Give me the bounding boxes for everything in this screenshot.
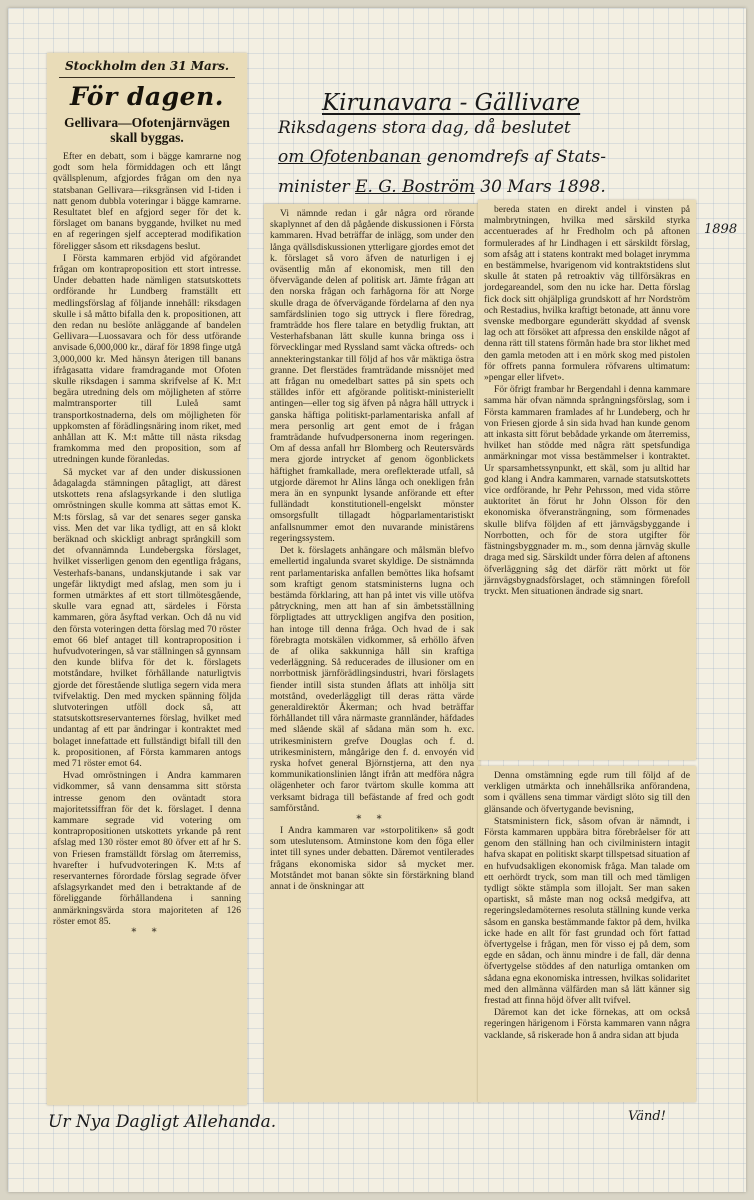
section-stars: * * <box>356 813 388 825</box>
handwritten-turn-note: Vänd! <box>628 1109 666 1124</box>
handwritten-date: 30 Mars 1898. <box>474 177 606 197</box>
clipping-column-1 <box>47 53 247 1105</box>
article-paragraph: bereda staten en direkt andel i vinsten på malmbrytningen, hvilka med särskild styrka accentuerades af hr Fredholm och på aftonen formulerades af hr Lindhagen i ett särskildt förslag, som afsåg att i statens kontrakt med bolaget inrymma en bestämmelse, hvarigenom vid kontraktstidens slut skulle åt staten på retroaktiv väg tillförsäkras en jordegareandel, som den nu icke har. Detta förslag fick dock sitt ohjälpliga grundskott af hrr Nordström och Restadius, hvilka kraftigt betonade, att ännu vore svenske medborgare egunderätt skyddad af svensk lag och att försöket att afpressa den enskilde något af denna rätt till statens förmån hade bra stor likhet med den gamla metoden att i en mörk skog med pistolen för offrets panna formulera röfvarens ultimatum: »pengar eller lifvet». <box>484 204 690 384</box>
article-paragraph: Däremot kan det icke förnekas, att om också regeringen härigenom i Första kammaren vann några vacklande, så riskerade hon å andra sidan att bjuda <box>484 1007 690 1041</box>
subheadline: Gellivara—Ofotenjärnvägen skall byggas. <box>64 115 230 145</box>
archive-sheet <box>8 8 746 1192</box>
article-paragraph: Statsministern fick, såsom ofvan är nämndt, i Första kammaren uppbära bitra förebråelser för att genom den ställning han och civilministern intagit hafva skapat en politiskt skarpt tillspetsad situation af en hufvudsakligen ekonomisk fråga. Man talade om ett oerhördt tryck, som man till och med tämligen tydligt sökte stämpla som illojalt. Ser man saken opartiskt, så måste man nog också medgifva, att regeringsledamöternes resoluta ställning kunde verka såsom en ganska bestämmande faktor på dem, hvilka icke hade en allt för fast grundad och fört fattad öfvertygelse i frågan, men för visso ej på dem, som egde en sådan, och ännu mindre i de fall, där denna öfvertygelse stöddes af den naturliga omtanken om sådana egna ekonomiska intressen, hvilkas solidaritet med den allmänna välfärden man så lätt känner sig frestad att finna höjd öfver allt tvifvel. <box>484 815 690 1007</box>
handwritten-margin-year: 1898 <box>704 222 738 237</box>
clipping-column-3-bottom <box>478 766 696 1102</box>
article-paragraph: Denna omstämning egde rum till följd af de verkligen utmärkta och innehållsrika anförandena, som i qvällens sena timmar värdigt slöto sig till den glänsande och öfvertygande bevisning, <box>484 770 690 815</box>
handwritten-line-2 <box>278 147 606 167</box>
article-paragraph: Det k. förslagets anhängare och målsmän blefvo emellertid ingalunda svaret skyldige. De sistnämnda rent parlamentariska anfallen bemöttes lika hofsamt som kraftigt genom statsministerns lugna och bestämda förklaring, att han på intet vis ville utöfva påtryckning, men att han af sin ämbetsställning förpligtades att uttryckligen angifva den position, han intoge till denna fråga. Och hvad de i sak förebragta motskälen vidkommer, så erhöllo äfven de af olika sakkunniga håll sin kraftiga vederläggning. Så reducerades de illusioner om en norrbottnisk järnförädlingsindustri, hvari förslagets fiender intill sista stunden åflats att inhölja sitt motstånd, ovederläggligt till deras rätta värde generaldirektör Åkerman; och hvad beträffar förhållandet till våra närmaste grannländer, häfdades med slående skäl af sådana män som h. exc. utrikesministern grefve Douglas och f. d. utrikesministern, mångårige den f. d. envoyén vid ryska hofvet general Björnstjerna, att den nya kommunikationslinien långt ifrån att medföra några olägenheter och faror tvärtom skulle komma att verksamt bidraga till befästande af fred och godt samförstånd. <box>270 545 474 814</box>
handwritten-line-3-prefix: minister <box>278 177 356 197</box>
article-paragraph: Vi nämnde redan i går några ord rörande skaplynnet af den då pågående diskussionen i Första kammaren. Hvad beträffar de inlägg, som under den långa qvällsdiskussionen ytterligare gjordes emot det k. förslaget så voro äfven de naturligen i ej oväsentlig mån af ekonomisk, men till den öfvervägande delen af politisk art. Jämte frågan att den norska frågan och farhågorna för att Norge skulle draga de öfvervägande fördelarna af den nya samfärdslinien togo sig uttryck i flere föredrag, framträdde hos flere talare en betydlig fruktan, att Vesterhafsbanan lätt skulle kunna bringa oss i förvecklingar med Ryssland samt väcka oftreds- och annekteringstankar till följd af hos vår mäktiga östra granne. Det flerstädes framträdande missnöjet med att frågan nu omedelbart sattes på sin spets och ställdes inför ett afgörande politiskt-ministeriellt antingen—eller tog sig äfven på några håll uttryck i ganska häftiga politiskt-parlamentariska anfall af mera personlig art gent emot de i frågan framträdande hufvudpersonerna inom regeringen. Om af dessa anfall hrr Blomberg och Reutersvärds mera gjorde intrycket af genom ögonblickets häftighet framkallade, mera oreflekterade utfall, så utgjorde däremot hr Alins långa och onekligen från mera än en synpunkt lysande anförande ett efter fulländadt konstitutionell-engelskt mönster omsorgsfullt tillagadt högparlamentaristiskt anfallsnummer emot den nuvarande ministärens regeringssystem. <box>270 208 474 544</box>
article-paragraph: Så mycket var af den under diskussionen ådagalagda stämningen påtagligt, att därest utskottets rena afslagsyrkande i den slutliga omröstningen skulle komma att sättas emot K. M:ts förslag, så var det senares seger ganska viss. Men det var lika tydligt, att en så klokt beräknad och skickligt anbragt språngkill som det ofvannämnda Lundebergska förslaget, hvilket visserligen genom den egentliga frågans, Vesterhafs-banans, undanskjutande i sak var ungefär liktydigt med afslag, men som ju i formen utmärktes af ett stort tillmötesgående, skulle vara egnad att, särdeles i Första kammaren, göra åsyftad verkan. Och då nu vid den första voteringen detta förslag med 70 röster emot 66 blef antaget till kontraproposition i hufvudvoteringen, så var ställningen så gynnsam den kunde blifva för det k. förslagets motståndare, hvilket förhållande naturligtvis gjorde det förestående slutliga segern vida mera tvifvelaktig. Den med mycken spänning följda slutvoteringen utföll dock så, att statsutskottsreservanternes förslag, hvilket med undantag af ett par ändringar i kontraktet med bolaget innefattade ett fullständigt bifall till den k. propositionen, af Första kammaren antogs med 71 röster emot 64. <box>53 466 241 769</box>
section-stars: * * <box>131 927 163 939</box>
headline: För dagen. <box>70 82 224 111</box>
dateline: Stockholm den 31 Mars. <box>64 59 230 73</box>
clipping-column-2 <box>264 204 480 1102</box>
dateline-rule <box>59 77 235 78</box>
handwritten-source: Ur Nya Dagligt Allehanda. <box>48 1112 277 1132</box>
article-paragraph: I Första kammaren erbjöd vid afgörandet frågan om kontraproposition ett stort intresse. Under debatten hade nämligen statsutskottets ordförande hr Lundberg framställt ett medlingsförslag af följande innehåll: riksdagen skulle i så måtto bifalla den k. propositionen, att den redan nu beslöte anläggande af bandelen Gellivara—Luossavara och för dess utförande anvisade 6,000,000 kr., däraf för 1898 finge utgå 3,000,000 kr. Med hänsyn återigen till banans ifrågasatta vidare framdragande mot Ofoten skulle riksdagen i samma skrifvelse af K. M:t begära utredning dels om möjligheten af större malmtransporter till Luleå samt transportkostnaderna, dels om möjligheten för uppkomsten af förädlingsnäring inom riket, med anhållan att K. M:t måtte till nästa riksdag framkomma med den proposition, som af utredningen kunde föranledas. <box>53 252 241 466</box>
article-paragraph: I Andra kammaren var »storpolitiken» så godt som uteslutensom. Atminstone kom den föga eller intet till synes under debatten. Däremot ventilerades frågans ekonomiska sidor så mycket mer. Motståndet mot banan sökte sin förstärkning bland annat i de önskningar att <box>270 824 474 892</box>
article-paragraph: För öfrigt frambar hr Bergendahl i denna kammare samma här ofvan nämnda språngningsförslag, som i Första kammaren framlades af hr Lundeberg, och hr von Friesen gjorde å sin sida hvad han kunde genom att inkasta sitt förut bebådade yrkande om återremiss, hvilket han stödde med några rätt spetsfundiga anmärkningar mot vissa bestämmelser i kontraktet. Ur sparsamhetssynpunkt, ett skäl, som ju alltid har god klang i Andra kammaren, varnade statsutskottets vice ordförande, hr Pehr Pehrsson, med vida större auktoritet än förut hr John Olsson för den ekonomiska öfveransträngning, som förmenades skulle blifva följden af ett järnvägsbyggande i Norrbotten, och för de stora utgifter för fästningsbyggnader m. m., som denna järnväg skulle draga med sig. Särskildt under förra delen af aftonens öfverläggning såg det därför rätt mörkt ut för järnvägsbygnadsförslaget, och stämningen förefoll tryckt. Men situationen ändrade sig snart. <box>484 384 690 597</box>
handwritten-ofotenbanan: om Ofotenbanan <box>278 147 422 167</box>
clipping-column-3-top <box>478 200 696 760</box>
handwritten-title: Kirunavara - Gällivare <box>322 90 581 116</box>
handwritten-line-1: Riksdagens stora dag, då beslutet <box>278 118 571 138</box>
article-paragraph: Efter en debatt, som i bägge kamrarne nog godt som hela förmiddagen och ett långt qvällsplenum, afgjordes frågan om den nya statsbanan Gellivara—riksgränsen vid I-tiden i natt genom dubbla voteringar i bägge kamrarne. Resultatet blef en afgjord seger för det k. förslaget om banans byggande, hvilket nu med en af regeringen sjelf accepterad modifikation föreligger såsom ett riksdagens beslut. <box>53 151 241 252</box>
handwritten-line-2-rest: genomdrefs af Stats- <box>421 147 607 167</box>
handwritten-minister-name: E. G. Boström <box>355 177 475 197</box>
handwritten-line-3 <box>278 177 606 197</box>
article-paragraph: Hvad omröstningen i Andra kammaren vidkommer, så vann densamma sitt största intresse genom den oväntadt stora majoritetssiffran för det k. förslaget. I denna kammare segrade vid votering om kontrapropositionen utskottets yrkande på rent afslag med 130 röster emot 80 öfver ett af hr S. von Friesen framställdt förslag om återremiss, hvarefter i hufvudvoteringen K. M:ts af reservanternes förordade förslag segrade öfver afslagsyrkandet med den i betraktande af de föreliggande förhållandena i sanning anmärkningsvärda stora majoriteten af 126 röster emot 85. <box>53 770 241 927</box>
